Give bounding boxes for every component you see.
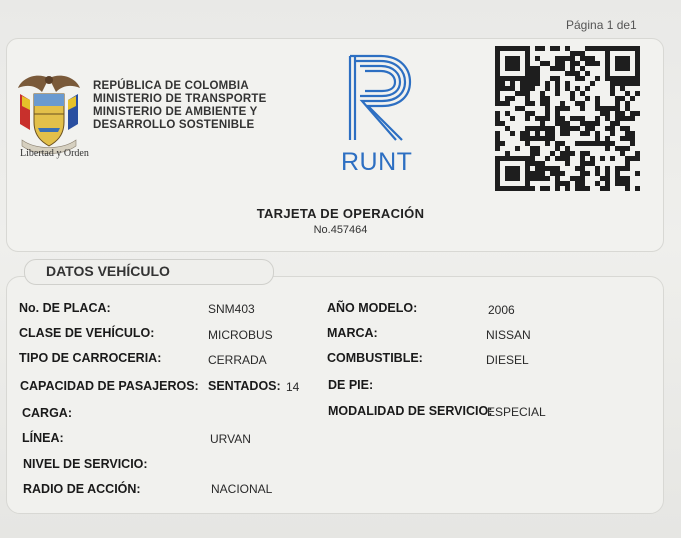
- coat-of-arms-icon: [14, 70, 84, 160]
- modalidad-label: MODALIDAD DE SERVICIO:: [328, 404, 493, 418]
- placa-value: SNM403: [208, 302, 255, 316]
- runt-logo-icon: [340, 48, 420, 148]
- clase-label: CLASE DE VEHÍCULO:: [19, 326, 155, 340]
- placa-label: No. DE PLACA:: [19, 301, 111, 315]
- gov-line-4: DESARROLLO SOSTENIBLE: [93, 119, 255, 131]
- runt-wordmark: RUNT: [341, 148, 413, 176]
- combustible-label: COMBUSTIBLE:: [327, 351, 423, 365]
- carroceria-label: TIPO DE CARROCERIA:: [19, 351, 162, 365]
- de-pie-label: DE PIE:: [328, 378, 374, 392]
- section-title: DATOS VEHÍCULO: [46, 263, 170, 279]
- modalidad-value: ESPECIAL: [487, 405, 546, 419]
- combustible-value: DIESEL: [486, 353, 529, 367]
- sentados-label: SENTADOS:: [208, 379, 281, 393]
- clase-value: MICROBUS: [208, 328, 273, 342]
- anio-label: AÑO MODELO:: [327, 301, 418, 315]
- radio-label: RADIO DE ACCIÓN:: [23, 482, 141, 496]
- marca-label: MARCA:: [327, 326, 378, 340]
- carga-label: CARGA:: [22, 406, 72, 420]
- page-number: Página 1 de1: [566, 18, 637, 32]
- gov-line-2: MINISTERIO DE TRANSPORTE: [93, 93, 267, 105]
- anio-value: 2006: [488, 303, 515, 317]
- radio-value: NACIONAL: [211, 482, 273, 496]
- qr-code-icon: [493, 42, 643, 202]
- document-number: No.457464: [313, 224, 368, 236]
- gov-line-1: REPÚBLICA DE COLOMBIA: [93, 80, 249, 92]
- nivel-label: NIVEL DE SERVICIO:: [23, 457, 148, 471]
- linea-value: URVAN: [210, 432, 251, 446]
- gov-line-3: MINISTERIO DE AMBIENTE Y: [93, 106, 258, 118]
- carroceria-value: CERRADA: [208, 353, 267, 367]
- sentados-value: 14: [286, 380, 300, 394]
- capacidad-label: CAPACIDAD DE PASAJEROS:: [20, 379, 199, 393]
- document-title: TARJETA DE OPERACIÓN: [256, 206, 425, 221]
- seal-motto: Libertad y Orden: [20, 148, 89, 159]
- linea-label: LÍNEA:: [22, 431, 64, 445]
- marca-value: NISSAN: [486, 328, 531, 342]
- government-heading: [93, 80, 266, 132]
